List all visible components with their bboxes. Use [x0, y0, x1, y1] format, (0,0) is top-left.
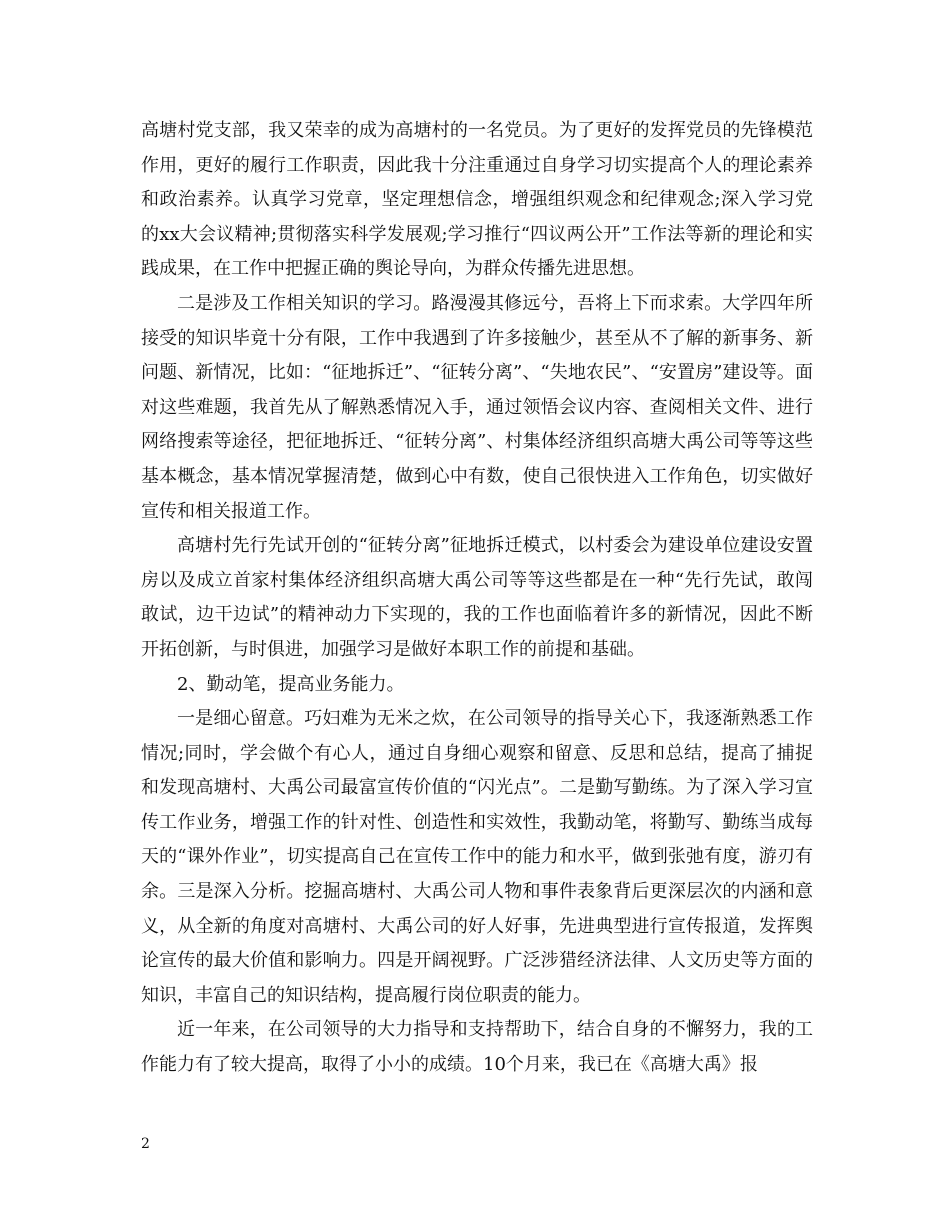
paragraph-1: 高塘村党支部，我又荣幸的成为高塘村的一名党员。为了更好的发挥党员的先锋模范作用，更好的履行工作职责，因此我十分注重通过自身学习切实提高个人的理论素养和政治素养。认真学习党章，坚定理想信念，增强组织观念和纪律观念;深入学习党的xx大会议精神;贯彻落实科学发展观;学习推行“四议两公开”工作法等新的理论和实践成果，在工作中把握正确的舆论导向，为群众传播先进思想。	[141, 120, 813, 280]
paragraph-5: 近一年来，在公司领导的大力指导和支持帮助下，结合自身的不懈努力，我的工作能力有了较大提高，取得了小小的成绩。10个月来，我已在《高塘大禹》报	[141, 1019, 813, 1076]
body-text	[141, 114, 813, 1083]
paragraph-3: 高塘村先行先试开创的“征转分离”征地拆迁模式，以村委会为建设单位建设安置房以及成立首家村集体经济组织高塘大禹公司等等这些都是在一种“先行先试，敢闯敢试，边干边试”的精神动力下实现的，我的工作也面临着许多的新情况，因此不断开拓创新，与时俱进，加强学习是做好本职工作的前提和基础。	[141, 535, 813, 660]
paragraph-2: 二是涉及工作相关知识的学习。路漫漫其修远兮，吾将上下而求索。大学四年所接受的知识毕竟十分有限，工作中我遇到了许多接触少，甚至从不了解的新事务、新问题、新情况，比如：“征地拆迁”、“征转分离”、“失地农民”、“安置房”建设等。面对这些难题，我首先从了解熟悉情况入手，通过领悟会议内容、查阅相关文件、进行网络搜索等途径，把征地拆迁、“征转分离”、村集体经济组织高塘大禹公司等等这些基本概念，基本情况掌握清楚，做到心中有数，使自己很快进入工作角色，切实做好宣传和相关报道工作。	[141, 292, 813, 522]
page-number: 2	[141, 1136, 150, 1152]
section-heading: 2、勤动笔，提高业务能力。	[177, 673, 405, 695]
paragraph-4: 一是细心留意。巧妇难为无米之炊，在公司领导的指导关心下，我逐渐熟悉工作情况;同时，学会做个有心人，通过自身细心观察和留意、反思和总结，提高了捕捉和发现高塘村、大禹公司最富宣传价值的“闪光点”。二是勤写勤练。为了深入学习宣传工作业务，增强工作的针对性、创造性和实效性，我勤动笔，将勤写、勤练当成每天的“课外作业”，切实提高自己在宣传工作中的能力和水平，做到张弛有度，游刃有余。三是深入分析。挖掘高塘村、大禹公司人物和事件表象背后更深层次的内涵和意义，从全新的角度对高塘村、大禹公司的好人好事，先进典型进行宣传报道，发挥舆论宣传的最大价值和影响力。四是开阔视野。广泛涉猎经济法律、人文历史等方面的知识，丰富自己的知识结构，提高履行岗位职责的能力。	[141, 708, 813, 1006]
